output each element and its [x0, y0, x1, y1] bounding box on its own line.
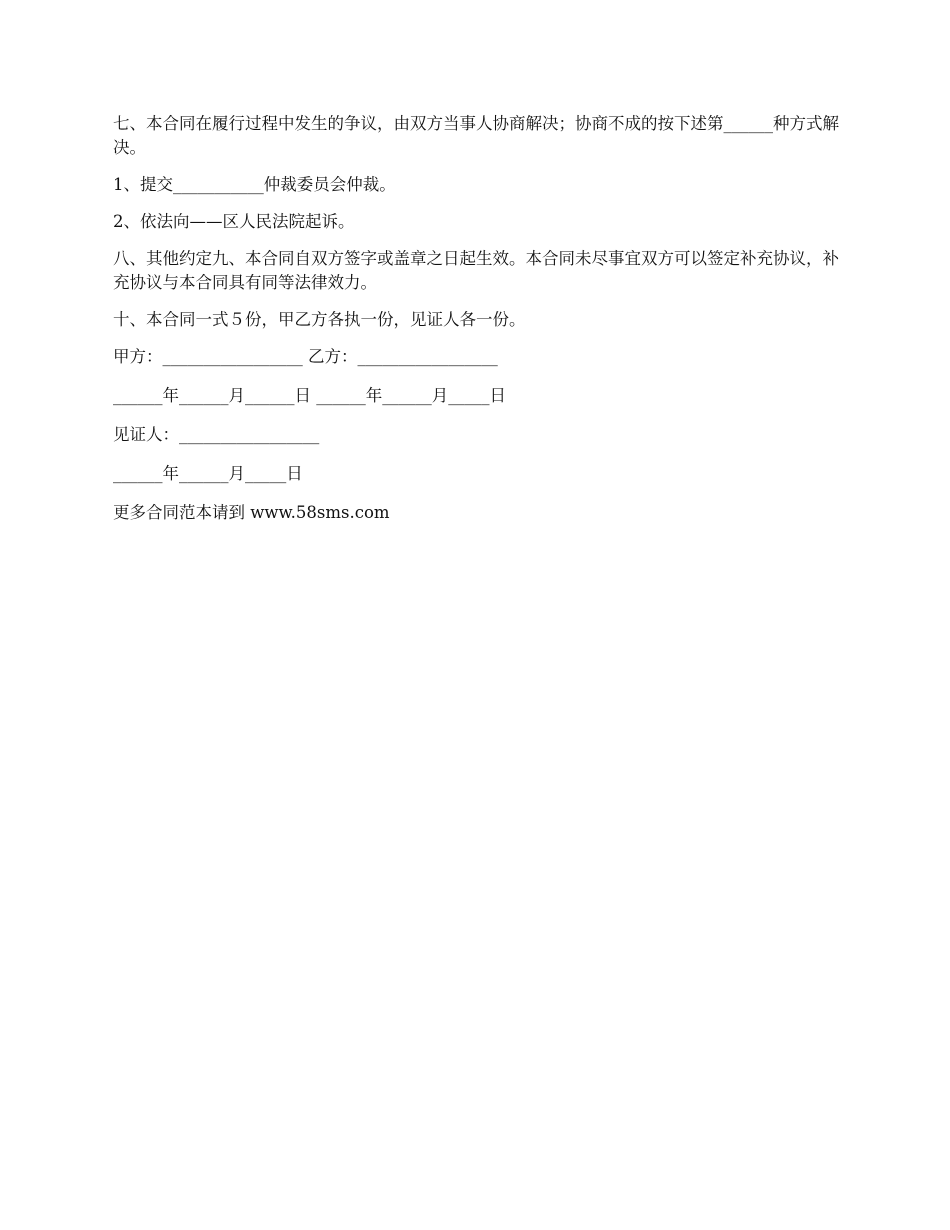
clause-10-copies: 十、本合同一式５份，甲乙方各执一份，见证人各一份。: [113, 310, 526, 329]
clause-7-option-2-court: 2、依法向——区人民法院起诉。: [113, 212, 355, 231]
witness-date-line: ______年______月_____日: [113, 464, 303, 483]
party-signature-line: 甲方：_________________ 乙方：_________________: [113, 347, 498, 366]
party-date-line: ______年______月______日 ______年______月_____日: [113, 386, 506, 405]
clause-7-dispute-resolution: 七、本合同在履行过程中发生的争议，由双方当事人协商解决；协商不成的按下述第______种方式解决。: [113, 114, 839, 157]
witness-signature-line: 见证人：_________________: [113, 425, 320, 444]
document-body: [113, 112, 839, 538]
clause-7-option-1-arbitration: 1、提交___________仲裁委员会仲裁。: [113, 175, 396, 194]
footer-more-templates: 更多合同范本请到 www.58sms.com: [113, 503, 390, 522]
clause-8-9-other-terms-effectiveness: 八、其他约定九、本合同自双方签字或盖章之日起生效。本合同未尽事宜双方可以签定补充协议，补充协议与本合同具有同等法律效力。: [113, 249, 839, 292]
